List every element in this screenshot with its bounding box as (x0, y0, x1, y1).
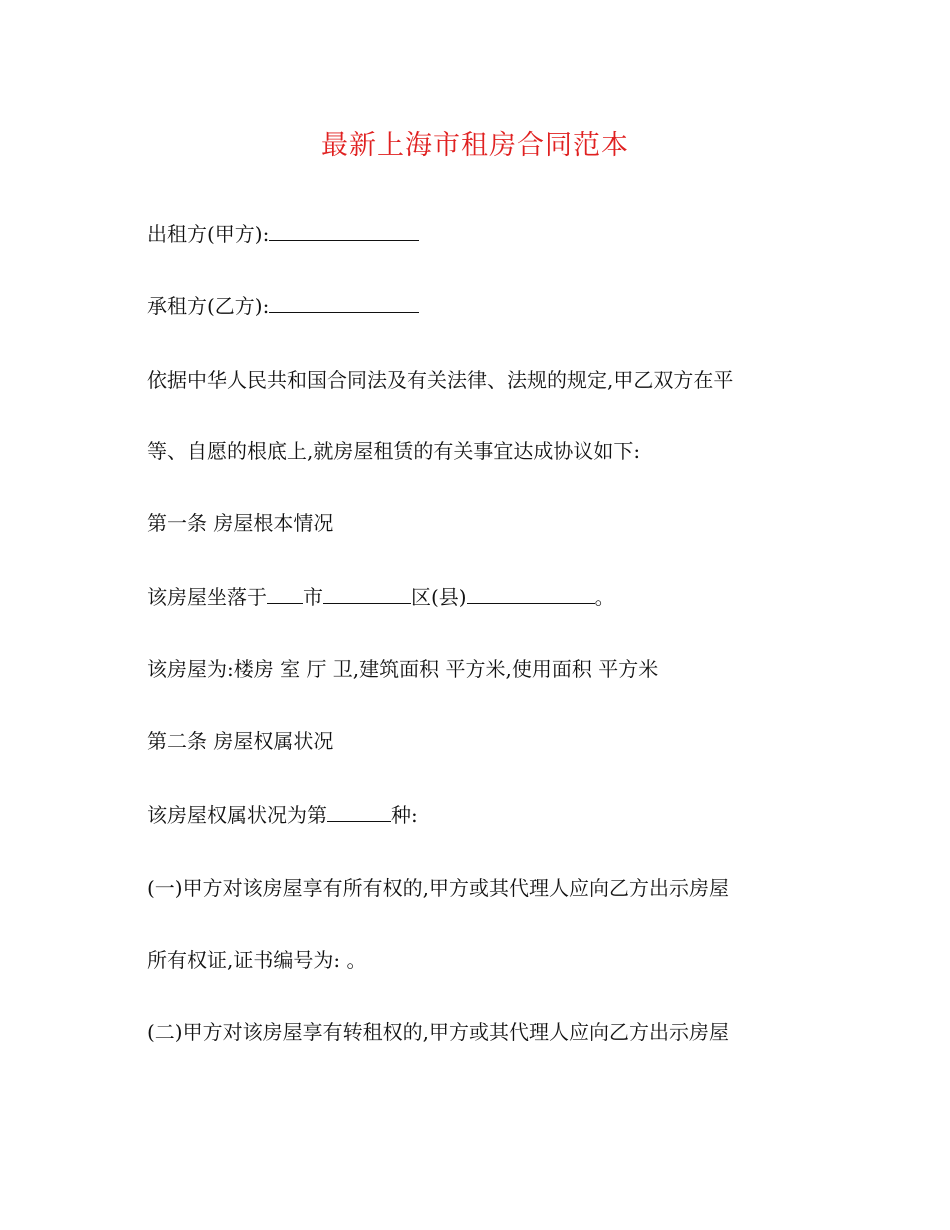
article-1-heading: 第一条 房屋根本情况 (147, 511, 334, 535)
location-end: 。 (594, 585, 615, 609)
document-title: 最新上海市租房合同范本 (321, 130, 629, 161)
building-info-line: 该房屋为:楼房 室 厅 卫,建筑面积 平方米,使用面积 平方米 (147, 657, 659, 681)
lessor-label: 出租方(甲方): (147, 222, 270, 246)
lessor-line (147, 220, 419, 248)
intro-line-1: 依据中华人民共和国合同法及有关法律、法规的规定,甲乙双方在平 (147, 368, 734, 392)
location-line (147, 583, 615, 611)
location-prefix: 该房屋坐落于 (147, 585, 267, 609)
lessor-blank (269, 220, 419, 241)
location-city: 市 (303, 585, 323, 609)
city-blank (267, 583, 303, 604)
ownership-blank (327, 801, 391, 822)
ownership-line (147, 801, 418, 829)
lessee-line (147, 292, 419, 320)
intro-line-2: 等、自愿的根底上,就房屋租赁的有关事宜达成协议如下: (147, 439, 641, 463)
district-blank (323, 583, 411, 604)
lessee-blank (269, 292, 419, 313)
ownership-suffix: 种: (391, 803, 418, 827)
lessee-label: 承租方(乙方): (147, 294, 270, 318)
clause-1-line-2: 所有权证,证书编号为: 。 (147, 948, 367, 972)
ownership-prefix: 该房屋权属状况为第 (147, 803, 327, 827)
clause-1-line-1: (一)甲方对该房屋享有所有权的,甲方或其代理人应向乙方出示房屋 (147, 876, 729, 900)
address-blank (467, 583, 595, 604)
article-2-heading: 第二条 房屋权属状况 (147, 729, 334, 753)
clause-2-line-1: (二)甲方对该房屋享有转租权的,甲方或其代理人应向乙方出示房屋 (147, 1020, 729, 1044)
location-district: 区(县) (411, 585, 467, 609)
